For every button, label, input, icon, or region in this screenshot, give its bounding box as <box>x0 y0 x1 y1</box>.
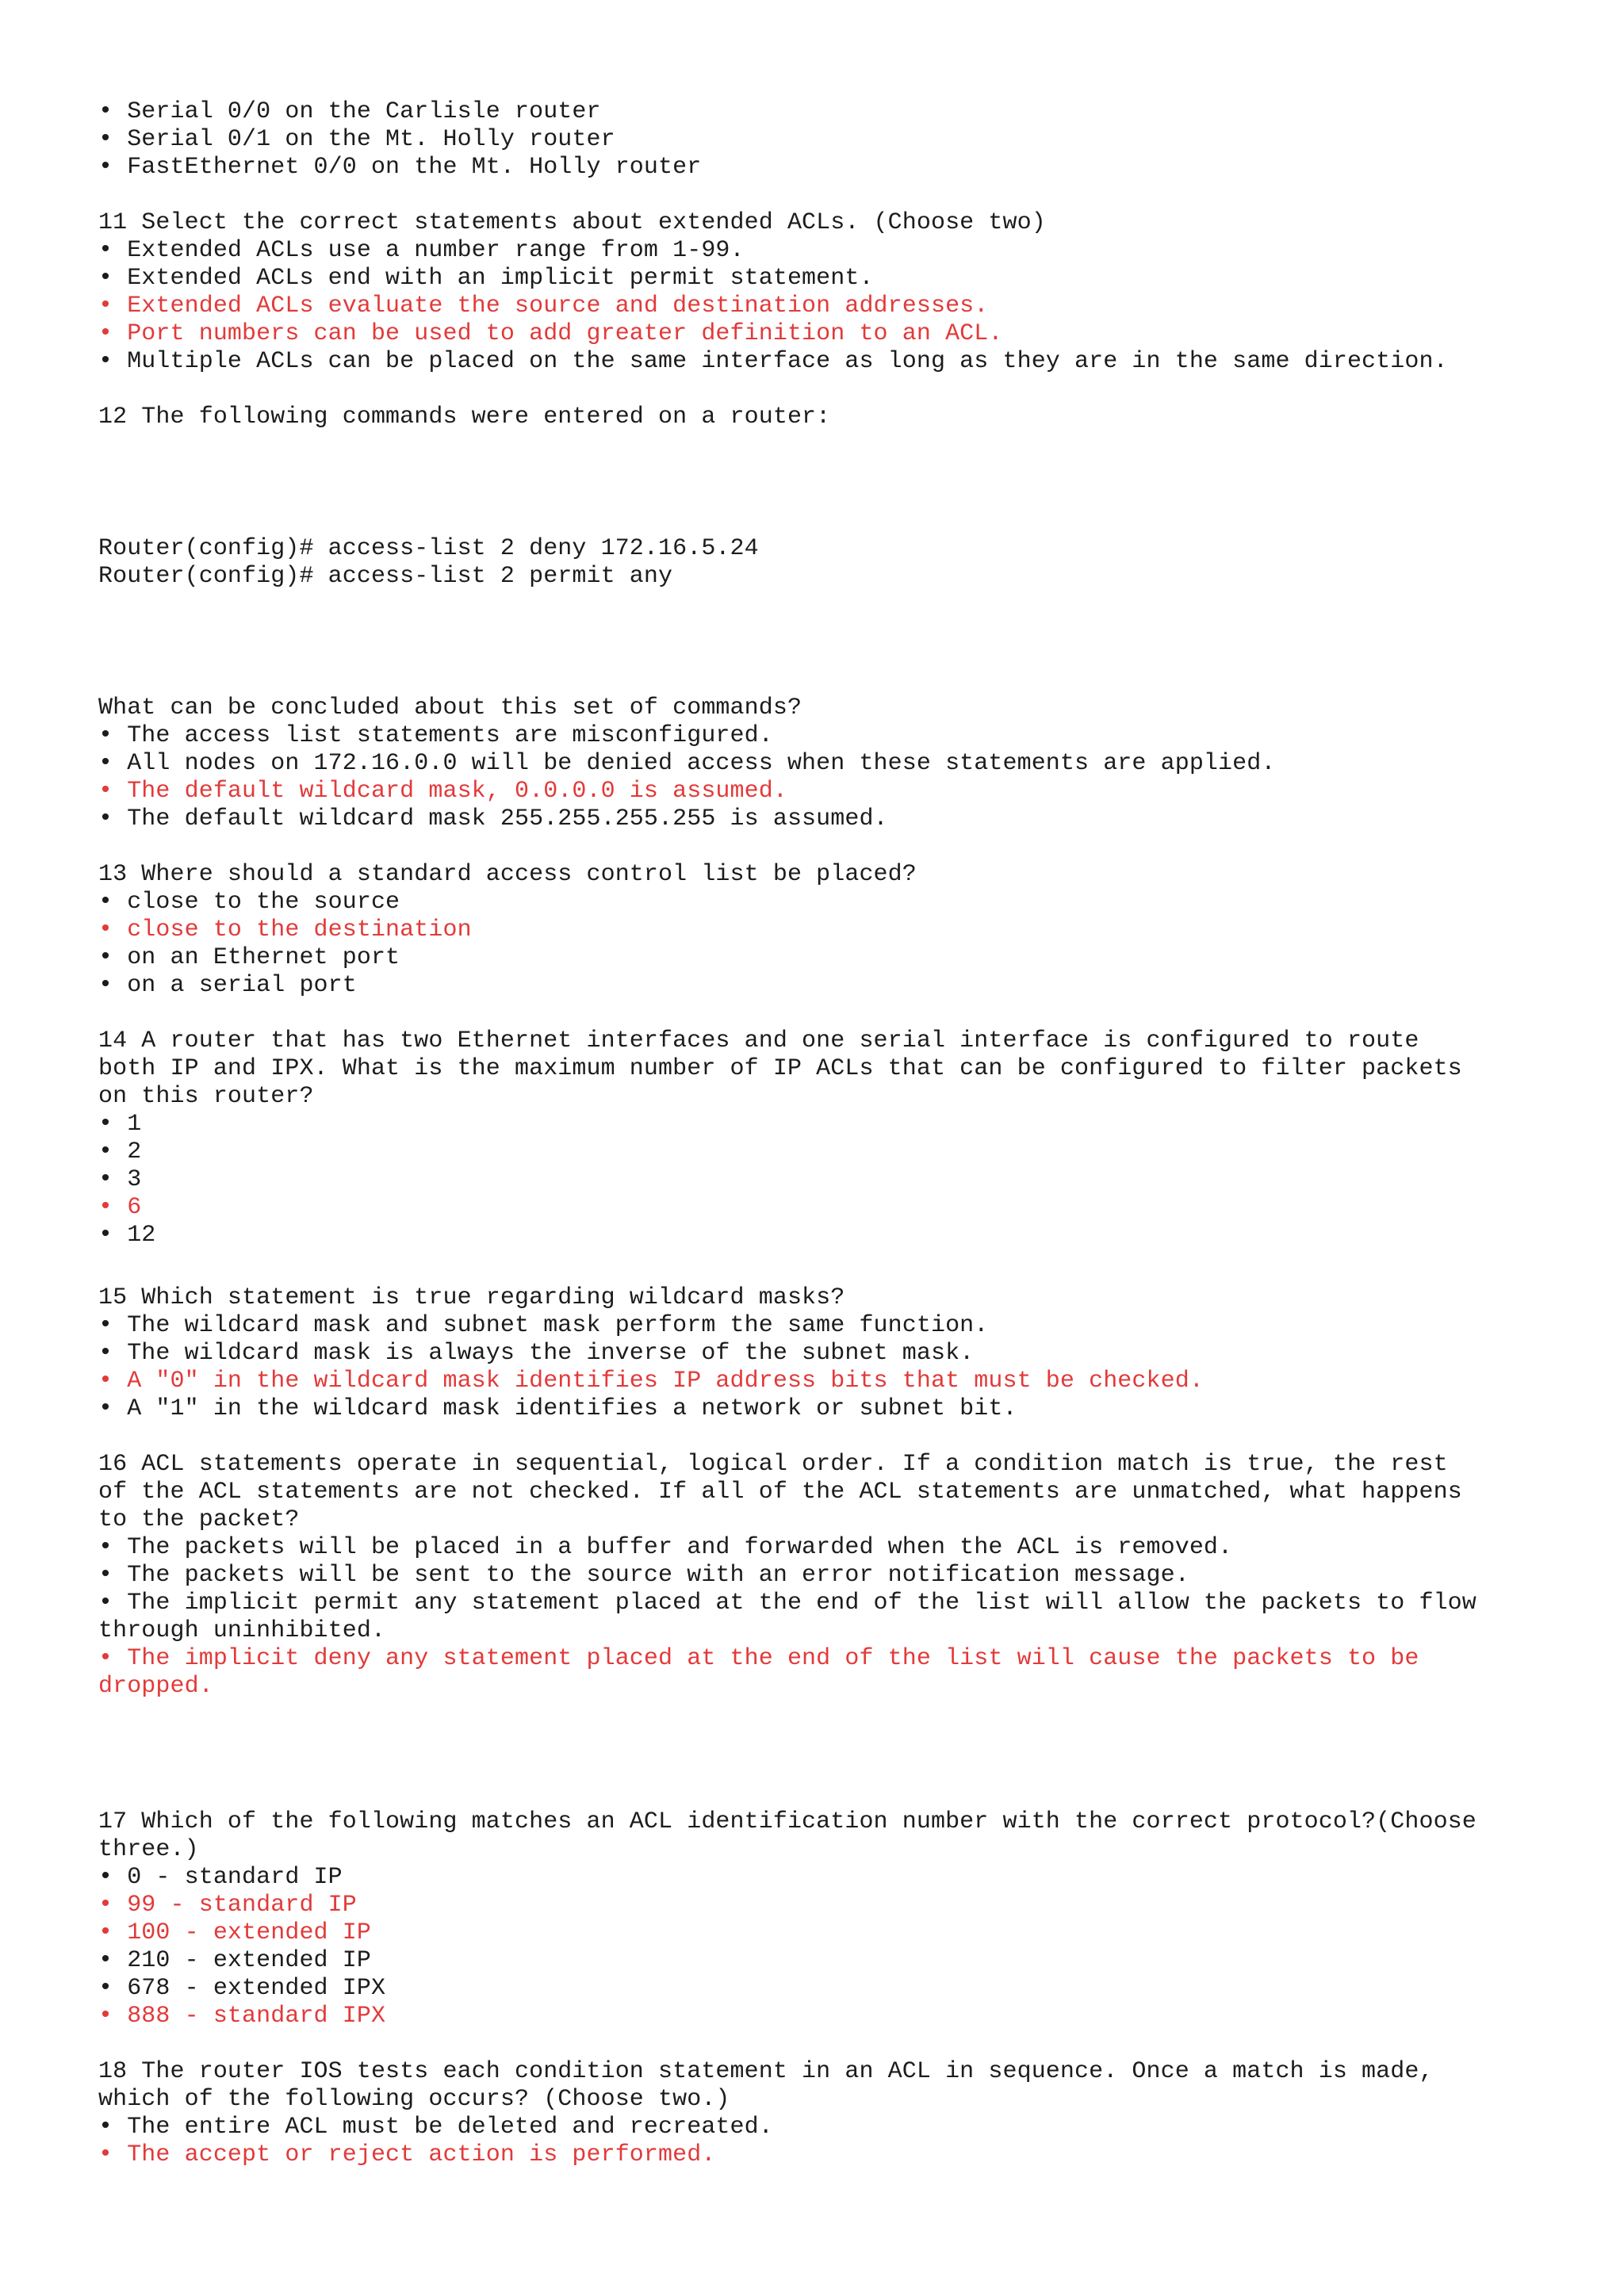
answer-line: • Extended ACLs evaluate the source and destination addresses. <box>98 293 989 320</box>
text-line: • on an Ethernet port <box>98 944 400 971</box>
text-line: • Extended ACLs use a number range from 1-99. <box>98 237 745 264</box>
text-line: • The implicit permit any statement placed at the end of the list will allow the packets to flow <box>98 1590 1477 1617</box>
text-line: • Multiple ACLs can be placed on the same interface as long as they are in the same direction. <box>98 348 1448 375</box>
answer-line: • The implicit deny any statement placed at the end of the list will cause the packets to be <box>98 1645 1419 1672</box>
text-line: • Extended ACLs end with an implicit permit statement. <box>98 265 874 292</box>
answer-line: • 888 - standard IPX <box>98 2003 386 2030</box>
answer-line: • 6 <box>98 1194 142 1221</box>
text-line: • The packets will be sent to the source with an error notification message. <box>98 1562 1189 1589</box>
text-line: Router(config)# access-list 2 deny 172.16.5.24 <box>98 535 759 562</box>
text-line: on this router? <box>98 1083 314 1110</box>
text-line: which of the following occurs? (Choose two.) <box>98 2086 730 2113</box>
text-line: • Serial 0/0 on the Carlisle router <box>98 98 601 125</box>
text-line: • 2 <box>98 1138 142 1165</box>
text-line: • 3 <box>98 1166 142 1193</box>
text-line: 18 The router IOS tests each condition statement in an ACL in sequence. Once a match is made, <box>98 2058 1434 2085</box>
text-line: 14 A router that has two Ethernet interfaces and one serial interface is configured to route <box>98 1027 1419 1054</box>
text-line: • 1 <box>98 1111 142 1138</box>
answer-line: • Port numbers can be used to add greater definition to an ACL. <box>98 320 1003 347</box>
answer-line: • The default wildcard mask, 0.0.0.0 is assumed. <box>98 778 787 805</box>
answer-line: • 99 - standard IP <box>98 1892 357 1919</box>
text-line: • The default wildcard mask 255.255.255.255 is assumed. <box>98 806 888 832</box>
text-line: 12 The following commands were entered on a router: <box>98 404 831 430</box>
text-line: 15 Which statement is true regarding wildcard masks? <box>98 1284 845 1311</box>
text-line: • on a serial port <box>98 972 357 999</box>
answer-line: • close to the destination <box>98 916 472 943</box>
text-line: • close to the source <box>98 889 400 916</box>
text-line: both IP and IPX. What is the maximum number of IP ACLs that can be configured to filter packets <box>98 1055 1462 1082</box>
text-line: • 678 - extended IPX <box>98 1975 386 2002</box>
text-line: 13 Where should a standard access control list be placed? <box>98 861 917 888</box>
text-line: • 210 - extended IP <box>98 1947 371 1974</box>
text-line: 17 Which of the following matches an ACL identification number with the correct protocol?(Choose <box>98 1808 1477 1835</box>
text-line: • 0 - standard IP <box>98 1864 343 1891</box>
text-line: of the ACL statements are not checked. If all of the ACL statements are unmatched, what happens <box>98 1479 1462 1506</box>
answer-line: dropped. <box>98 1673 213 1700</box>
text-line: • FastEthernet 0/0 on the Mt. Holly router <box>98 154 702 181</box>
text-line: • The entire ACL must be deleted and recreated. <box>98 2114 773 2141</box>
answer-line: • The accept or reject action is performed. <box>98 2141 716 2168</box>
text-line: • The wildcard mask is always the inverse of the subnet mask. <box>98 1340 975 1367</box>
text-line: • 12 <box>98 1222 156 1249</box>
text-line: Router(config)# access-list 2 permit any <box>98 563 673 590</box>
answer-line: • A "0" in the wildcard mask identifies IP address bits that must be checked. <box>98 1368 1204 1395</box>
text-line: 11 Select the correct statements about extended ACLs. (Choose two) <box>98 209 1046 236</box>
text-line: • The packets will be placed in a buffer and forwarded when the ACL is removed. <box>98 1534 1233 1561</box>
text-line: to the packet? <box>98 1506 300 1533</box>
text-line: through uninhibited. <box>98 1617 386 1644</box>
text-line: 16 ACL statements operate in sequential, logical order. If a condition match is true, the rest <box>98 1451 1448 1478</box>
text-line: • The access list statements are misconfigured. <box>98 722 773 749</box>
text-line: • The wildcard mask and subnet mask perform the same function. <box>98 1312 989 1339</box>
text-line: • Serial 0/1 on the Mt. Holly router <box>98 126 615 153</box>
text-line: three.) <box>98 1836 199 1863</box>
text-line: What can be concluded about this set of commands? <box>98 695 802 721</box>
text-line: • A "1" in the wildcard mask identifies a network or subnet bit. <box>98 1395 1017 1422</box>
answer-line: • 100 - extended IP <box>98 1919 371 1946</box>
text-line: • All nodes on 172.16.0.0 will be denied access when these statements are applied. <box>98 750 1276 777</box>
